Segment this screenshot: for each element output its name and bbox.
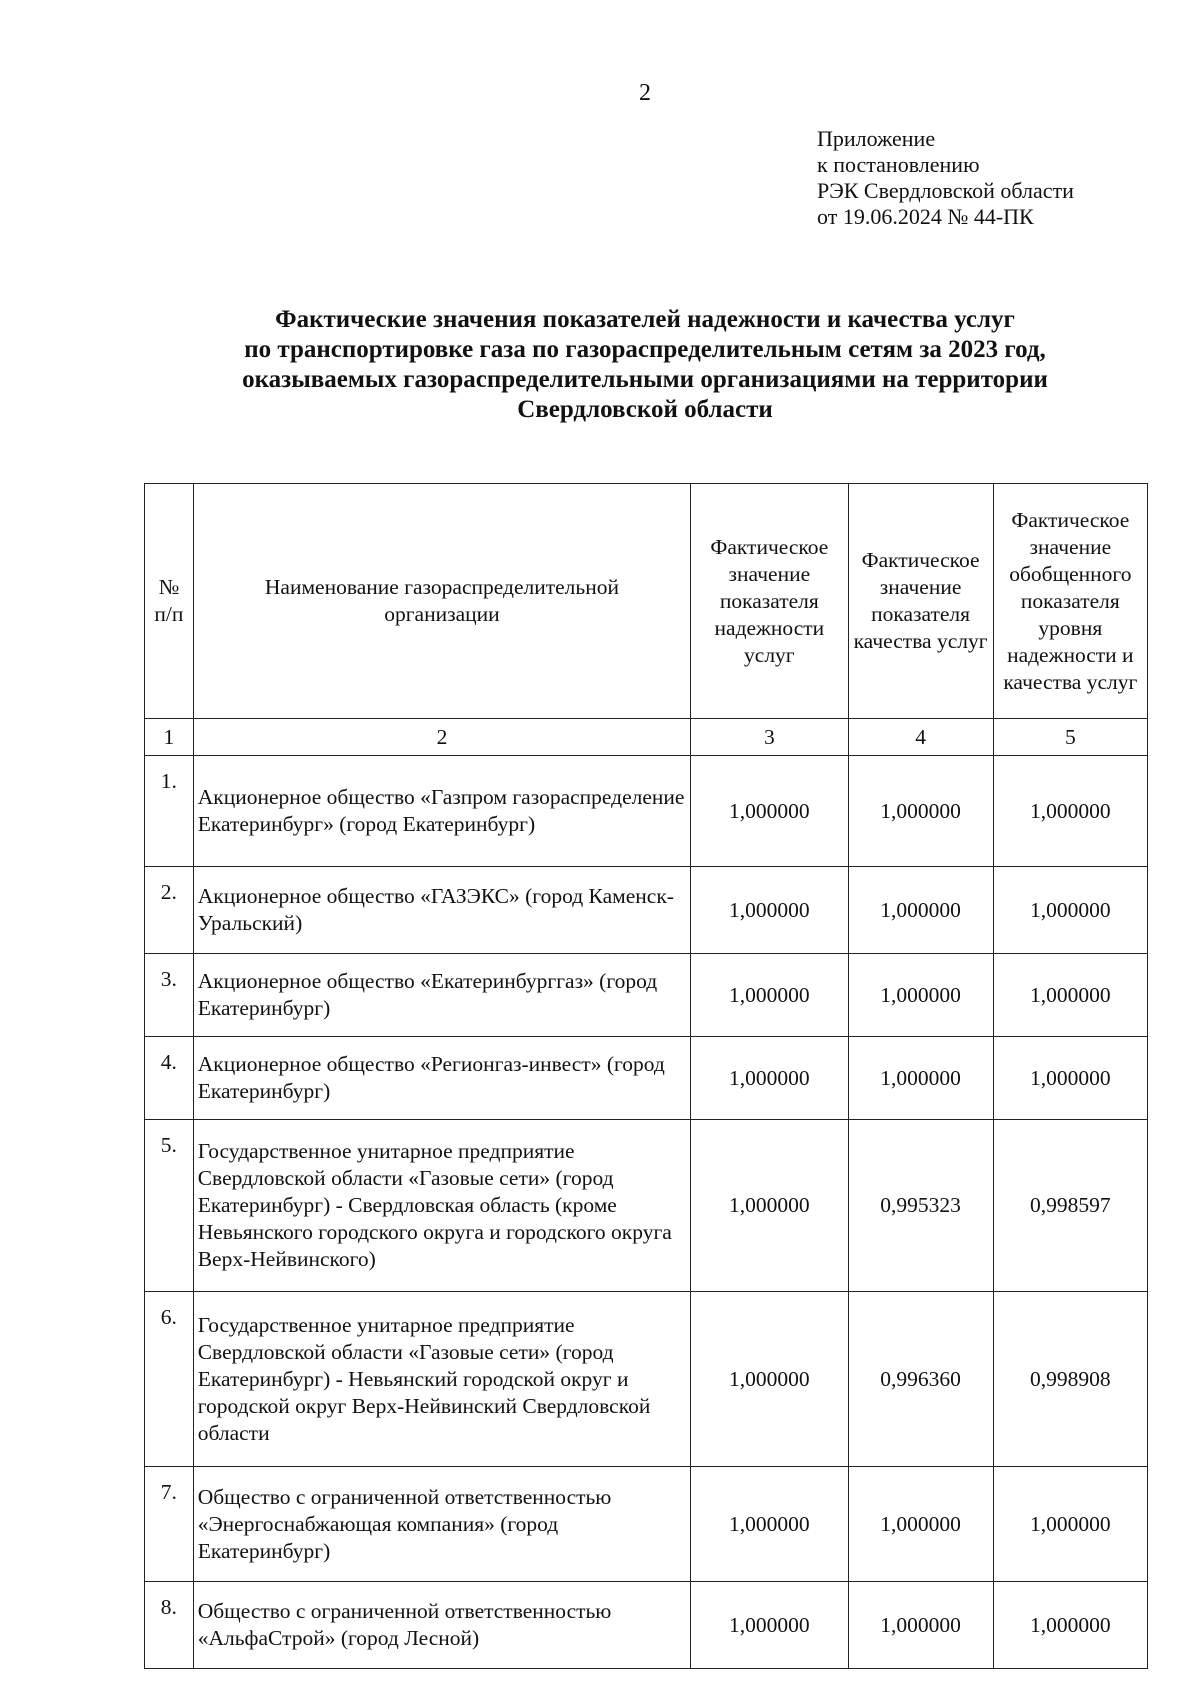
appendix-line: к постановлению	[817, 152, 980, 177]
quality-value: 1,000000	[848, 954, 993, 1037]
column-number: 2	[193, 719, 690, 756]
title-line: оказываемых газораспределительными организациями на территории	[242, 366, 1048, 393]
generalized-value: 0,998908	[993, 1292, 1147, 1467]
generalized-value: 1,000000	[993, 867, 1147, 954]
appendix-line: от 19.06.2024 № 44-ПК	[817, 204, 1034, 229]
title-line: Фактические значения показателей надежности и качества услуг	[275, 306, 1015, 333]
header-quality: Фактическое значение показателя качества услуг	[848, 484, 993, 719]
column-number: 4	[848, 719, 993, 756]
row-number: 7.	[145, 1467, 194, 1582]
reliability-value: 1,000000	[691, 1582, 848, 1669]
organization-name: Акционерное общество «Екатеринбурггаз» (город Екатеринбург)	[193, 954, 690, 1037]
quality-value: 1,000000	[848, 1037, 993, 1120]
quality-value: 1,000000	[848, 867, 993, 954]
appendix-line: РЭК Свердловской области	[817, 178, 1074, 203]
quality-value: 0,996360	[848, 1292, 993, 1467]
organization-name: Акционерное общество «Регионгаз-инвест» (город Екатеринбург)	[193, 1037, 690, 1120]
title-line: по транспортировке газа по газораспределительным сетям за 2023 год,	[244, 336, 1046, 363]
header-num: № п/п	[145, 484, 194, 719]
table-row	[145, 867, 1148, 954]
header-generalized: Фактическое значение обобщенного показателя уровня надежности и качества услуг	[993, 484, 1147, 719]
organization-name: Государственное унитарное предприятие Свердловской области «Газовые сети» (город Екатеринбург) - Невьянский городской округ и городской округ Верх-Нейвинский Свердловской области	[193, 1292, 690, 1467]
generalized-value: 0,998597	[993, 1120, 1147, 1292]
generalized-value: 1,000000	[993, 954, 1147, 1037]
reliability-value: 1,000000	[691, 867, 848, 954]
quality-value: 1,000000	[848, 756, 993, 867]
header-name: Наименование газораспределительной организации	[193, 484, 690, 719]
appendix-block	[817, 126, 1074, 230]
table-row	[145, 1037, 1148, 1120]
page-number: 2	[639, 80, 651, 106]
quality-value: 1,000000	[848, 1582, 993, 1669]
organization-name: Общество с ограниченной ответственностью «АльфаСтрой» (город Лесной)	[193, 1582, 690, 1669]
row-number: 2.	[145, 867, 194, 954]
reliability-value: 1,000000	[691, 954, 848, 1037]
column-number: 3	[691, 719, 848, 756]
column-number: 1	[145, 719, 194, 756]
indicators-table	[144, 483, 1148, 1669]
table-row	[145, 1120, 1148, 1292]
organization-name: Акционерное общество «Газпром газораспределение Екатеринбург» (город Екатеринбург)	[193, 756, 690, 867]
generalized-value: 1,000000	[993, 1037, 1147, 1120]
table-row	[145, 1292, 1148, 1467]
reliability-value: 1,000000	[691, 1292, 848, 1467]
document-title	[150, 305, 1140, 425]
reliability-value: 1,000000	[691, 1037, 848, 1120]
row-number: 3.	[145, 954, 194, 1037]
table-header-row	[145, 484, 1148, 719]
generalized-value: 1,000000	[993, 756, 1147, 867]
table-row	[145, 756, 1148, 867]
table-row	[145, 954, 1148, 1037]
row-number: 5.	[145, 1120, 194, 1292]
organization-name: Государственное унитарное предприятие Свердловской области «Газовые сети» (город Екатеринбург) - Свердловская область (кроме Невьянского городского округа и городского округа Верх-Нейвинского)	[193, 1120, 690, 1292]
organization-name: Акционерное общество «ГАЗЭКС» (город Каменск-Уральский)	[193, 867, 690, 954]
quality-value: 1,000000	[848, 1467, 993, 1582]
row-number: 4.	[145, 1037, 194, 1120]
row-number: 8.	[145, 1582, 194, 1669]
quality-value: 0,995323	[848, 1120, 993, 1292]
title-line: Свердловской области	[517, 396, 773, 423]
column-number: 5	[993, 719, 1147, 756]
table-row	[145, 1582, 1148, 1669]
header-reliability: Фактическое значение показателя надежности услуг	[691, 484, 848, 719]
reliability-value: 1,000000	[691, 1467, 848, 1582]
generalized-value: 1,000000	[993, 1582, 1147, 1669]
row-number: 6.	[145, 1292, 194, 1467]
table-row	[145, 1467, 1148, 1582]
reliability-value: 1,000000	[691, 1120, 848, 1292]
row-number: 1.	[145, 756, 194, 867]
organization-name: Общество с ограниченной ответственностью «Энергоснабжающая компания» (город Екатеринбург)	[193, 1467, 690, 1582]
column-number-row	[145, 719, 1148, 756]
generalized-value: 1,000000	[993, 1467, 1147, 1582]
appendix-line: Приложение	[817, 126, 936, 151]
reliability-value: 1,000000	[691, 756, 848, 867]
